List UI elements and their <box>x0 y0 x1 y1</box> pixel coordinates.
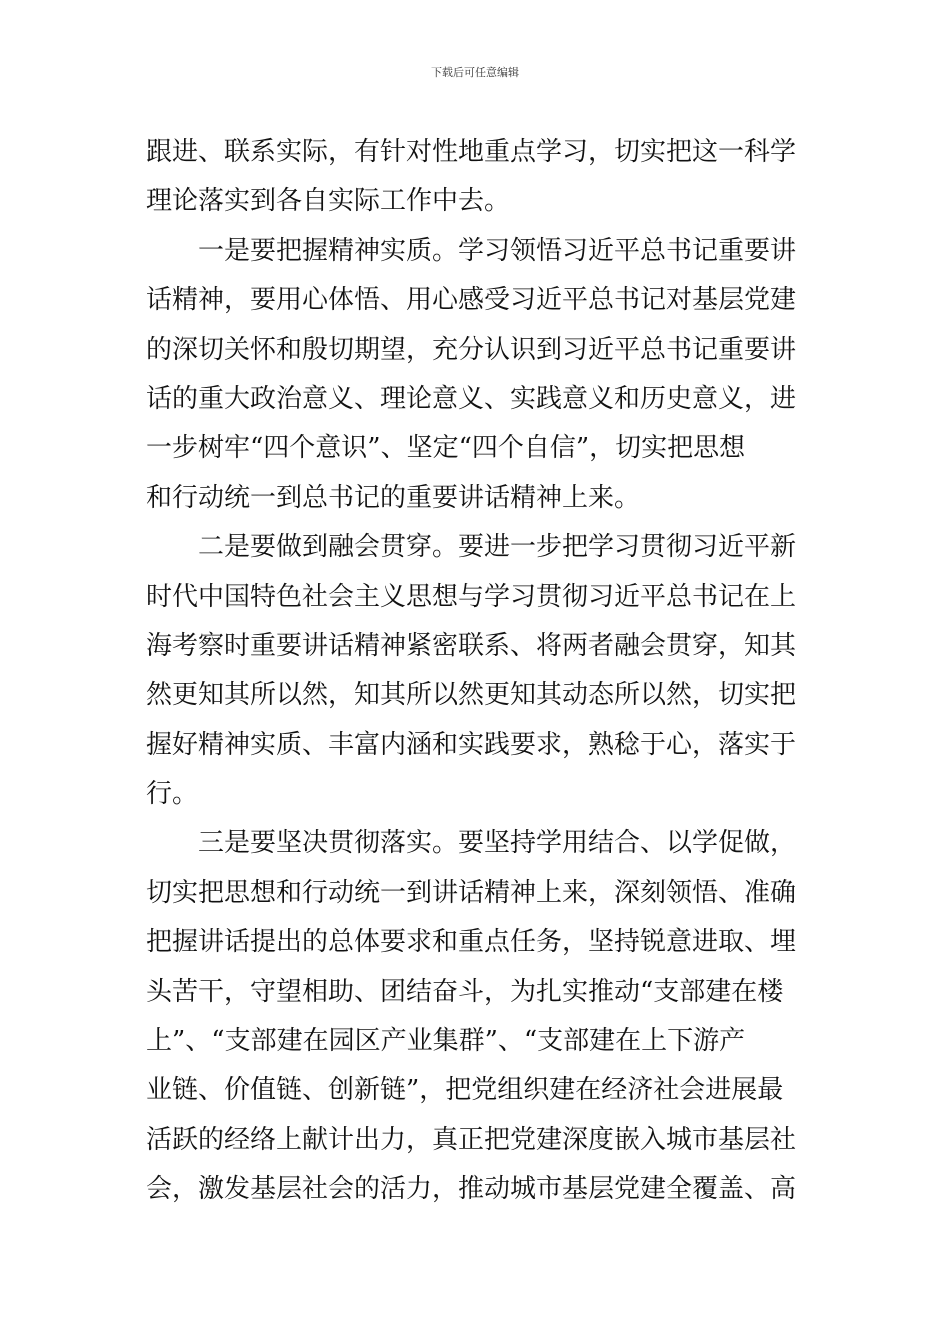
text-line: 握好精神实质、丰富内涵和实践要求，熟稔于心，落实于 <box>146 729 797 760</box>
text-line: 话精神，要用心体悟、用心感受习近平总书记对基层党建 <box>146 285 797 316</box>
text-line: 头苦干，守望相助、团结奋斗，为扎实推动“支部建在楼 <box>146 976 784 1007</box>
text-line: 三是要坚决贯彻落实。要坚持学用结合、以学促做， <box>198 828 797 859</box>
text-line: 切实把思想和行动统一到讲话精神上来，深刻领悟、准确 <box>146 877 797 908</box>
text-line: 话的重大政治意义、理论意义、实践意义和历史意义，进 <box>146 383 797 414</box>
text-line: 活跃的经络上献计出力，真正把党建深度嵌入城市基层社 <box>146 1124 797 1155</box>
page-header-note: 下载后可任意编辑 <box>431 66 519 79</box>
paragraph-grasp-essence <box>146 227 806 523</box>
paragraph-continuation <box>146 128 806 227</box>
text-line: 和行动统一到总书记的重要讲话精神上来。 <box>146 482 641 513</box>
text-line: 时代中国特色社会主义思想与学习贯彻习近平总书记在上 <box>146 581 797 612</box>
paragraph-integration <box>146 523 806 819</box>
text-line: 的深切关怀和殷切期望，充分认识到习近平总书记重要讲 <box>146 334 797 365</box>
text-line: 海考察时重要讲话精神紧密联系、将两者融会贯穿，知其 <box>146 630 797 661</box>
document-body <box>146 128 806 1215</box>
text-line: 行。 <box>146 779 199 810</box>
text-line: 跟进、联系实际，有针对性地重点学习，切实把这一科学 <box>146 137 797 167</box>
text-line: 理论落实到各自实际工作中去。 <box>146 186 511 217</box>
text-line: 一步树牢“四个意识”、坚定“四个自信”，切实把思想 <box>146 433 746 464</box>
text-line: 把握讲话提出的总体要求和重点任务，坚持锐意进取、埋 <box>146 927 797 958</box>
paragraph-implementation <box>146 819 806 1214</box>
text-line: 上”、“支部建在园区产业集群”、“支部建在上下游产 <box>146 1026 746 1057</box>
text-line: 会，激发基层社会的活力，推动城市基层党建全覆盖、高 <box>146 1174 797 1205</box>
text-line: 业链、价值链、创新链”，把党组织建在经济社会进展最 <box>146 1075 784 1106</box>
text-line: 然更知其所以然，知其所以然更知其动态所以然，切实把 <box>146 680 797 711</box>
text-line: 二是要做到融会贯穿。要进一步把学习贯彻习近平新 <box>198 532 797 563</box>
text-line: 一是要把握精神实质。学习领悟习近平总书记重要讲 <box>198 235 797 266</box>
